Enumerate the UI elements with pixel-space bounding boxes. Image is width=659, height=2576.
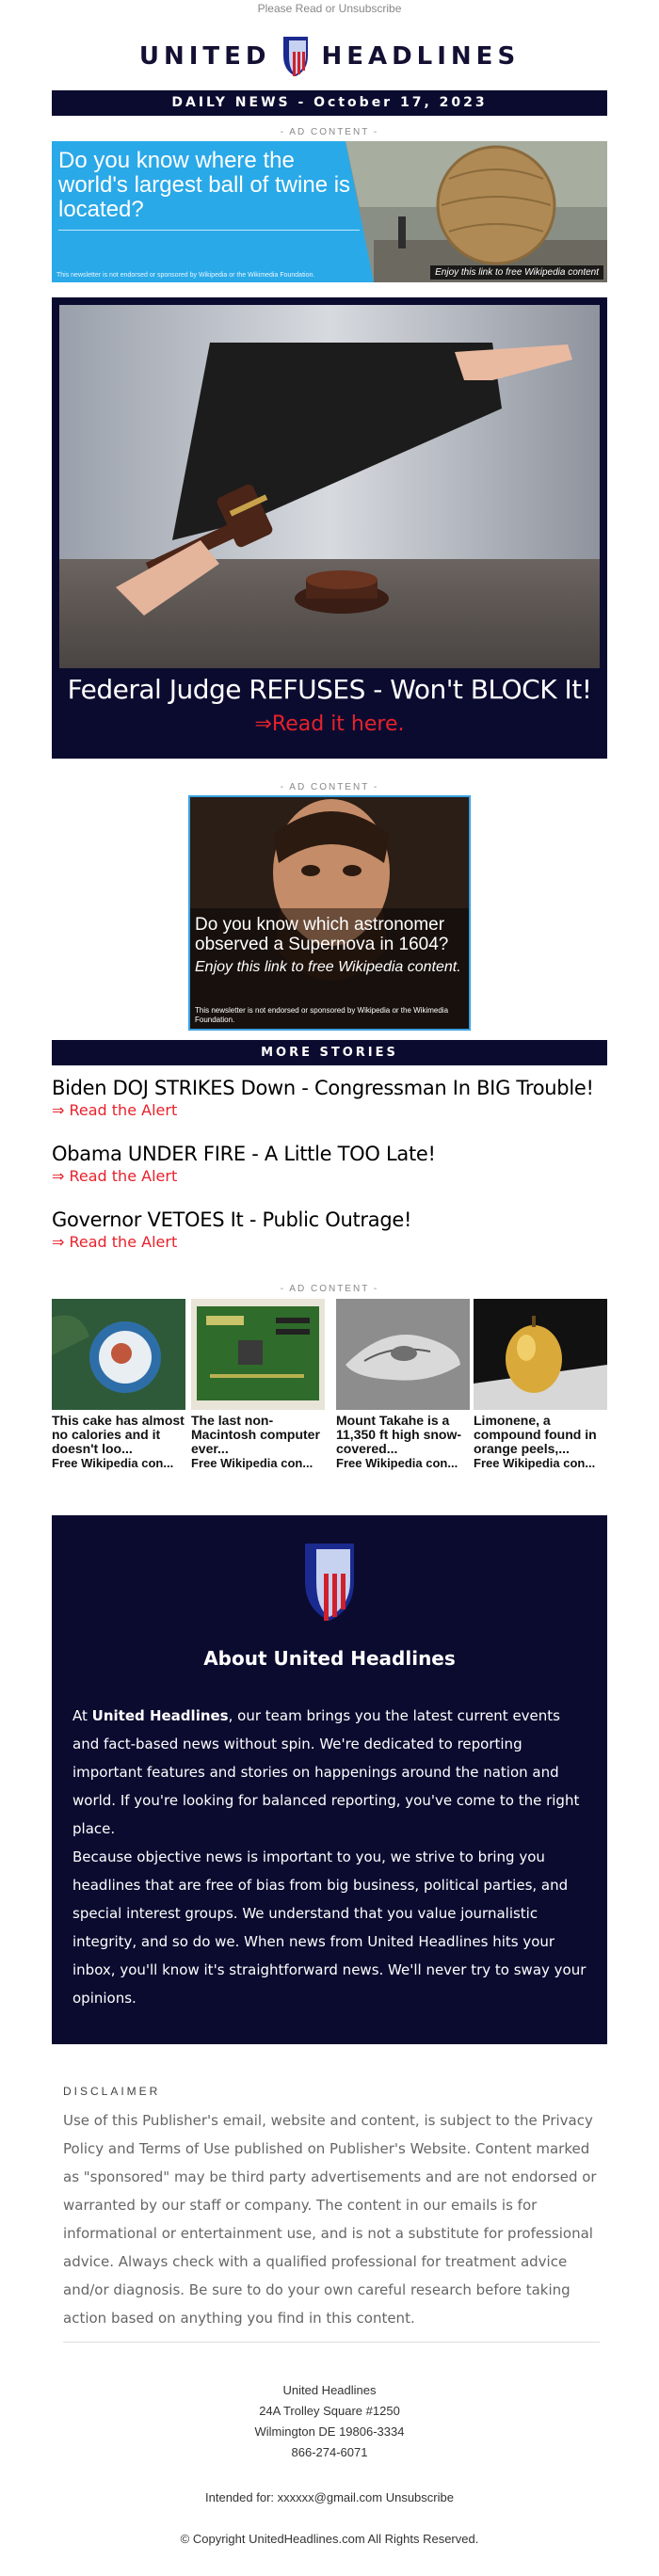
ad-label-2: - AD CONTENT -: [280, 782, 379, 792]
card-title[interactable]: The last non-Macintosh computer ever...: [191, 1414, 320, 1456]
ad-astronomer-disclaimer: This newsletter is not endorsed or sponsored by Wikipedia or the Wikimedia Foundation.: [195, 1006, 449, 1024]
limonene-lemon-thumbnail: [474, 1299, 607, 1410]
read-alert-link[interactable]: ⇒ Read the Alert: [52, 1101, 178, 1119]
ad-banner-twine[interactable]: [52, 141, 607, 282]
read-alert-link[interactable]: ⇒ Read the Alert: [52, 1167, 178, 1185]
brand-word-right: HEADLINES: [321, 42, 521, 71]
about-paragraph-1: At United Headlines, our team brings you the latest current events and fact-based news without spin. We're dedicated to reporting important features and stories on happenings around the nation and world. If you're looking for balanced reporting, you've come to the right place.: [72, 1707, 580, 1837]
disclaimer-text: Use of this Publisher's email, website and content, is subject to the Privacy Policy and Terms of Use published on Publisher's Website. Content marked as "sponsored" may be third party advertisements and are not endorsed or warranted by our staff or company. The content in our emails is for informational or entertainment use, and is not a substitute for professional advice. Always check with a qualified professional for treatment advice and/or diagnosis. Be sure to do your own careful research before taking action based on anything you find in this content.: [63, 2112, 597, 2327]
ad-label-1: - AD CONTENT -: [280, 127, 379, 137]
ad-astronomer-question: Do you know which astronomer observed a Supernova in 1604?: [195, 915, 449, 954]
cake-plate-thumbnail: [52, 1299, 185, 1410]
footer-phone: 866-274-6071: [291, 2445, 368, 2459]
card-title[interactable]: Limonene, a compound found in orange peels,...: [474, 1414, 597, 1456]
card-source: Free Wikipedia con...: [191, 1456, 313, 1470]
shield-flag-icon: [299, 1542, 360, 1623]
story-item[interactable]: [52, 1076, 607, 1121]
about-brand-bold: United Headlines: [91, 1707, 229, 1724]
ad-disclaimer-small: This newsletter is not endorsed or sponsored by Wikipedia or the Wikimedia Foundation.: [56, 272, 315, 279]
about-section: [52, 1515, 607, 2044]
about-title: About United Headlines: [203, 1647, 456, 1670]
footer-copyright: © Copyright UnitedHeadlines.com All Rights Reserved.: [180, 2532, 479, 2546]
disclaimer-heading: DISCLAIMER: [63, 2085, 161, 2098]
sponsored-card[interactable]: [52, 1299, 185, 1478]
circuit-board-thumbnail: [191, 1299, 325, 1410]
astronomer-portrait: [190, 797, 471, 1031]
brand-logo[interactable]: [0, 34, 659, 79]
unsubscribe-link[interactable]: Unsubscribe: [385, 2490, 454, 2504]
card-source: Free Wikipedia con...: [474, 1456, 596, 1470]
hero-read-link[interactable]: ⇒Read it here.: [254, 712, 405, 736]
card-title[interactable]: Mount Takahe is a 11,350 ft high snow-covered...: [336, 1414, 462, 1456]
ad-banner-astronomer[interactable]: [188, 795, 471, 1031]
card-source: Free Wikipedia con...: [52, 1456, 174, 1470]
about-paragraph-2: Because objective news is important to you, we strive to bring you headlines that are free of bias from big business, political parties, and special interest groups. We understand that you value journalistic integrity, and so do we. When news from United Headlines hits your inbox, you'll know it's straightforward news. We'll never try to sway your opinions.: [72, 1848, 587, 2007]
footer-intended: Intended for: xxxxxx@gmail.com Unsubscribe: [205, 2490, 454, 2504]
ad-twine-question: Do you know where the world's largest ball of twine is located?: [58, 148, 351, 222]
ad-wikipedia-caption: Enjoy this link to free Wikipedia content: [430, 265, 603, 280]
hero-story[interactable]: [52, 297, 607, 759]
story-title[interactable]: Obama UNDER FIRE - A Little TOO Late!: [52, 1143, 436, 1165]
ad-label-3: - AD CONTENT -: [280, 1284, 379, 1294]
preheader-link[interactable]: Please Read or Unsubscribe: [257, 2, 402, 15]
sponsored-card[interactable]: [191, 1299, 325, 1478]
story-title[interactable]: Governor VETOES It - Public Outrage!: [52, 1208, 412, 1231]
footer-company: United Headlines: [282, 2383, 377, 2397]
footer-divider: [63, 2342, 600, 2343]
twine-ball-photo: [346, 141, 607, 282]
story-item[interactable]: [52, 1208, 607, 1253]
card-source: Free Wikipedia con...: [336, 1456, 458, 1470]
sponsored-grid: [52, 1299, 607, 1478]
sponsored-card[interactable]: [474, 1299, 607, 1478]
more-stories-bar: MORE STORIES: [52, 1040, 607, 1065]
story-title[interactable]: Biden DOJ STRIKES Down - Congressman In BIG Trouble!: [52, 1077, 594, 1099]
card-title[interactable]: This cake has almost no calories and it doesn't loo...: [52, 1414, 185, 1456]
ad-astronomer-enjoy: Enjoy this link to free Wikipedia content.: [195, 959, 461, 975]
hero-headline[interactable]: Federal Judge REFUSES - Won't BLOCK It!: [67, 674, 592, 705]
footer-street: 24A Trolley Square #1250: [259, 2404, 400, 2418]
story-item[interactable]: [52, 1142, 607, 1187]
ad-divider: [58, 230, 360, 231]
daily-news-bar: DAILY NEWS - October 17, 2023: [52, 90, 607, 116]
sponsored-card[interactable]: [336, 1299, 470, 1478]
brand-word-left: UNITED: [138, 42, 271, 71]
gavel-judge-photo: [59, 305, 600, 668]
recipient-email: xxxxxx@gmail.com: [277, 2490, 383, 2504]
mount-takahe-thumbnail: [336, 1299, 470, 1410]
read-alert-link[interactable]: ⇒ Read the Alert: [52, 1233, 178, 1251]
footer-city: Wilmington DE 19806-3334: [254, 2424, 405, 2439]
shield-flag-icon: [280, 35, 312, 78]
